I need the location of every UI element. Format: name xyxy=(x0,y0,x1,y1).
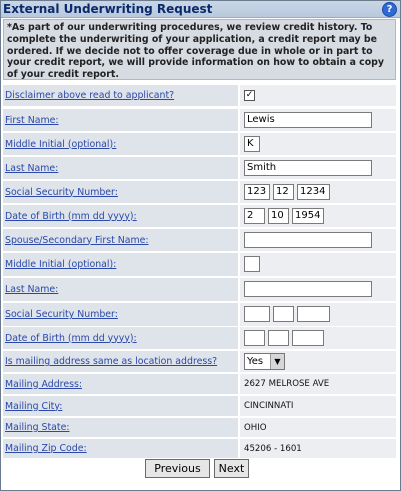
field-label[interactable]: Date of Birth (mm dd yyyy): xyxy=(3,327,238,349)
select-value: Yes xyxy=(247,356,264,367)
help-icon[interactable]: ? xyxy=(382,2,397,17)
dob-year-input[interactable]: 1954 xyxy=(292,208,324,224)
ssn-part-input[interactable] xyxy=(273,306,294,322)
read-only-value: OHIO xyxy=(244,422,267,433)
next-button[interactable]: Next xyxy=(214,459,249,478)
field-value-cell xyxy=(240,229,396,251)
form-row xyxy=(3,374,396,394)
field-value-cell xyxy=(240,133,396,155)
form-row xyxy=(3,205,396,227)
chevron-down-icon[interactable]: ▼ xyxy=(270,354,284,369)
field-value-cell xyxy=(240,418,396,437)
field-value-cell xyxy=(240,205,396,227)
dob-day-input[interactable]: 10 xyxy=(268,208,289,224)
middle-initial-input[interactable] xyxy=(244,256,260,272)
field-value-cell xyxy=(240,85,396,106)
form-row xyxy=(3,278,396,301)
form-row xyxy=(3,133,396,155)
form-row xyxy=(3,327,396,349)
form-row xyxy=(3,418,396,437)
ssn-part-input[interactable]: 123 xyxy=(244,184,270,200)
read-only-value: 2627 MELROSE AVE xyxy=(244,379,330,389)
form-row xyxy=(3,157,396,179)
field-value-cell xyxy=(240,181,396,203)
form-row xyxy=(3,85,396,106)
field-value-cell xyxy=(240,253,396,276)
text-input[interactable] xyxy=(244,232,372,248)
mailing-same-select[interactable] xyxy=(244,353,285,370)
field-label[interactable]: Mailing Zip Code: xyxy=(3,439,238,458)
field-label[interactable]: Is mailing address same as location address? xyxy=(3,351,238,372)
field-value-cell xyxy=(240,109,396,131)
read-only-value: 45206 - 1601 xyxy=(244,443,302,454)
form-row xyxy=(3,229,396,251)
field-label[interactable]: Disclaimer above read to applicant? xyxy=(3,85,238,106)
field-value-cell xyxy=(240,439,396,458)
ssn-part-input[interactable]: 1234 xyxy=(297,184,330,200)
field-label[interactable]: Social Security Number: xyxy=(3,303,238,326)
form-row xyxy=(3,439,396,458)
field-label[interactable]: Middle Initial (optional): xyxy=(3,253,238,276)
previous-button[interactable]: Previous xyxy=(145,459,210,478)
field-label[interactable]: Middle Initial (optional): xyxy=(3,133,238,155)
field-label[interactable]: Social Security Number: xyxy=(3,181,238,203)
form-row xyxy=(3,109,396,131)
disclaimer-checkbox[interactable]: ✓ xyxy=(245,90,254,100)
field-value-cell xyxy=(240,278,396,301)
field-value-cell xyxy=(240,157,396,179)
read-only-value: CINCINNATI xyxy=(244,401,294,411)
ssn-part-input[interactable] xyxy=(297,306,330,322)
field-value-cell xyxy=(240,351,396,372)
field-label[interactable]: Mailing Address: xyxy=(3,374,238,394)
field-label[interactable]: Mailing City: xyxy=(3,396,238,416)
field-label[interactable]: Last Name: xyxy=(3,157,238,179)
middle-initial-input[interactable]: K xyxy=(244,136,260,152)
ssn-part-input[interactable] xyxy=(244,306,270,322)
field-value-cell xyxy=(240,303,396,326)
dob-year-input[interactable] xyxy=(292,330,324,346)
dob-day-input[interactable] xyxy=(268,330,289,346)
page-title: External Underwriting Request xyxy=(3,2,213,16)
text-input[interactable]: Lewis xyxy=(244,112,372,128)
text-input[interactable]: Smith xyxy=(244,160,372,176)
field-label[interactable]: Spouse/Secondary First Name: xyxy=(3,229,238,251)
dob-month-input[interactable]: 2 xyxy=(244,208,265,224)
field-value-cell xyxy=(240,327,396,349)
field-label[interactable]: Mailing State: xyxy=(3,418,238,437)
form-row xyxy=(3,253,396,276)
form-row xyxy=(3,303,396,326)
form-row xyxy=(3,181,396,203)
form-row xyxy=(3,396,396,416)
field-value-cell xyxy=(240,396,396,416)
credit-notice: *As part of our underwriting procedures, we review credit history. To complete the underwriting of your application, a credit report may be ordered. If we decide not to offer coverage due in whole or in part to your credit report, we will provide information on how to obtain a copy of your credit report. xyxy=(3,19,396,80)
field-label[interactable]: Last Name: xyxy=(3,278,238,301)
field-value-cell xyxy=(240,374,396,394)
title-bar xyxy=(1,1,400,18)
field-label[interactable]: Date of Birth (mm dd yyyy): xyxy=(3,205,238,227)
field-label[interactable]: First Name: xyxy=(3,109,238,131)
ssn-part-input[interactable]: 12 xyxy=(273,184,294,200)
dob-month-input[interactable] xyxy=(244,330,265,346)
text-input[interactable] xyxy=(244,281,372,297)
form-row xyxy=(3,351,396,372)
